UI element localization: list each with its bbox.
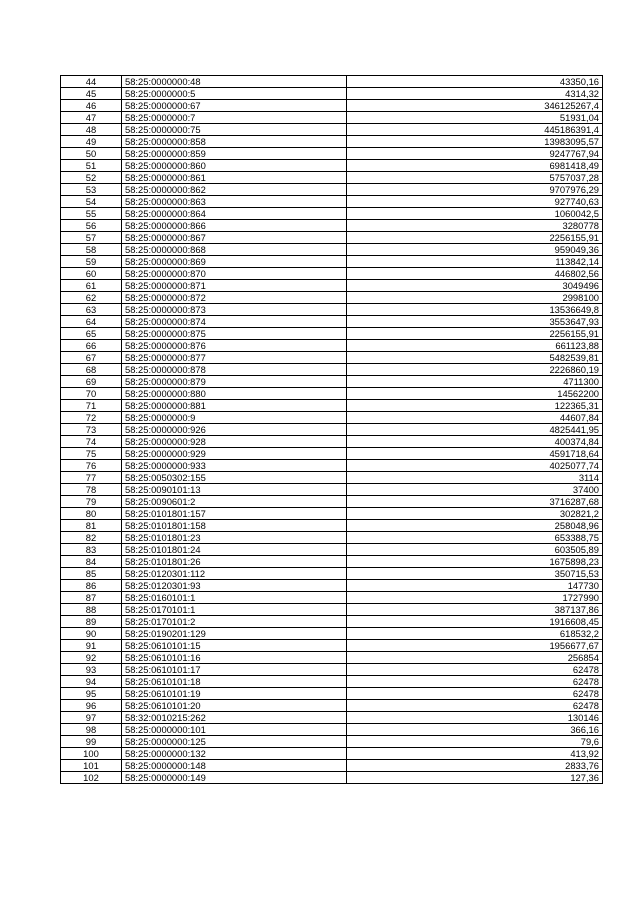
row-number-cell: 59 [61,256,122,268]
row-number-cell: 86 [61,580,122,592]
row-number-cell: 83 [61,544,122,556]
row-number-cell: 53 [61,184,122,196]
table-row [61,616,603,628]
value-cell: 4825441,95 [347,424,603,436]
value-cell: 113842,14 [347,256,603,268]
row-number-cell: 92 [61,652,122,664]
value-cell: 445186391,4 [347,124,603,136]
table-row [61,412,603,424]
cadastral-number-cell: 58:25:0000000:880 [122,388,347,400]
row-number-cell: 96 [61,700,122,712]
row-number-cell: 72 [61,412,122,424]
value-cell: 302821,2 [347,508,603,520]
value-cell: 13983095,57 [347,136,603,148]
table-row [61,436,603,448]
table-row [61,376,603,388]
row-number-cell: 64 [61,316,122,328]
value-cell: 79,6 [347,736,603,748]
table-row [61,124,603,136]
cadastral-number-cell: 58:25:0101801:157 [122,508,347,520]
cadastral-number-cell: 58:25:0610101:17 [122,664,347,676]
cadastral-number-cell: 58:25:0000000:149 [122,772,347,784]
value-cell: 130146 [347,712,603,724]
cadastral-number-cell: 58:25:0000000:869 [122,256,347,268]
value-cell: 661123,88 [347,340,603,352]
cadastral-number-cell: 58:25:0000000:9 [122,412,347,424]
row-number-cell: 44 [61,76,122,88]
table-row [61,760,603,772]
cadastral-number-cell: 58:25:0610101:20 [122,700,347,712]
row-number-cell: 55 [61,208,122,220]
cadastral-number-cell: 58:25:0120301:112 [122,568,347,580]
cadastral-number-cell: 58:25:0000000:881 [122,400,347,412]
value-cell: 446802,56 [347,268,603,280]
table-row [61,304,603,316]
row-number-cell: 102 [61,772,122,784]
table-row [61,220,603,232]
cadastral-number-cell: 58:25:0000000:868 [122,244,347,256]
row-number-cell: 84 [61,556,122,568]
row-number-cell: 100 [61,748,122,760]
table-row [61,172,603,184]
value-cell: 122365,31 [347,400,603,412]
cadastral-number-cell: 58:25:0000000:858 [122,136,347,148]
table-row [61,604,603,616]
cadastral-number-cell: 58:25:0170101:2 [122,616,347,628]
cadastral-number-cell: 58:25:0000000:866 [122,220,347,232]
cadastral-number-cell: 58:25:0000000:864 [122,208,347,220]
cadastral-number-cell: 58:25:0000000:933 [122,460,347,472]
table-row [61,340,603,352]
table-row [61,268,603,280]
row-number-cell: 87 [61,592,122,604]
cadastral-number-cell: 58:25:0000000:875 [122,328,347,340]
value-cell: 400374,84 [347,436,603,448]
table-row [61,448,603,460]
table-row [61,544,603,556]
cadastral-number-cell: 58:25:0610101:18 [122,676,347,688]
row-number-cell: 95 [61,688,122,700]
value-cell: 4591718,64 [347,448,603,460]
row-number-cell: 51 [61,160,122,172]
value-cell: 1727990 [347,592,603,604]
table-row [61,160,603,172]
row-number-cell: 78 [61,484,122,496]
value-cell: 43350,16 [347,76,603,88]
table-row [61,244,603,256]
value-cell: 37400 [347,484,603,496]
table-row [61,496,603,508]
cadastral-number-cell: 58:25:0000000:878 [122,364,347,376]
cadastral-number-cell: 58:25:0090601:2 [122,496,347,508]
table-row [61,232,603,244]
row-number-cell: 77 [61,472,122,484]
cadastral-number-cell: 58:25:0610101:15 [122,640,347,652]
cadastral-number-cell: 58:25:0000000:861 [122,172,347,184]
table-row [61,592,603,604]
cadastral-number-cell: 58:25:0160101:1 [122,592,347,604]
value-cell: 413,92 [347,748,603,760]
value-cell: 14562200 [347,388,603,400]
table-row [61,724,603,736]
cadastral-number-cell: 58:25:0000000:873 [122,304,347,316]
table-row [61,136,603,148]
cadastral-number-cell: 58:25:0000000:879 [122,376,347,388]
row-number-cell: 93 [61,664,122,676]
table-row [61,748,603,760]
table-row [61,652,603,664]
table-row [61,196,603,208]
cadastral-number-cell: 58:25:0000000:863 [122,196,347,208]
row-number-cell: 88 [61,604,122,616]
table-row [61,700,603,712]
cadastral-number-cell: 58:25:0101801:26 [122,556,347,568]
row-number-cell: 71 [61,400,122,412]
row-number-cell: 52 [61,172,122,184]
row-number-cell: 75 [61,448,122,460]
cadastral-number-cell: 58:25:0120301:93 [122,580,347,592]
table-row [61,280,603,292]
row-number-cell: 65 [61,328,122,340]
row-number-cell: 97 [61,712,122,724]
table-row [61,532,603,544]
table-row [61,472,603,484]
row-number-cell: 73 [61,424,122,436]
value-cell: 62478 [347,688,603,700]
cadastral-number-cell: 58:25:0610101:19 [122,688,347,700]
row-number-cell: 79 [61,496,122,508]
row-number-cell: 85 [61,568,122,580]
value-cell: 256854 [347,652,603,664]
cadastral-value-table [60,75,603,784]
table-body [61,76,603,784]
value-cell: 653388,75 [347,532,603,544]
table-row [61,556,603,568]
value-cell: 4025077,74 [347,460,603,472]
table-row [61,676,603,688]
table-row [61,736,603,748]
value-cell: 6981418,49 [347,160,603,172]
cadastral-number-cell: 58:25:0000000:860 [122,160,347,172]
cadastral-number-cell: 58:25:0000000:75 [122,124,347,136]
row-number-cell: 49 [61,136,122,148]
value-cell: 927740,63 [347,196,603,208]
value-cell: 2256155,91 [347,328,603,340]
row-number-cell: 45 [61,88,122,100]
value-cell: 2256155,91 [347,232,603,244]
value-cell: 346125267,4 [347,100,603,112]
value-cell: 4711300 [347,376,603,388]
value-cell: 366,16 [347,724,603,736]
value-cell: 2226860,19 [347,364,603,376]
cadastral-number-cell: 58:25:0000000:871 [122,280,347,292]
value-cell: 62478 [347,664,603,676]
row-number-cell: 47 [61,112,122,124]
value-cell: 3049496 [347,280,603,292]
cadastral-number-cell: 58:25:0000000:874 [122,316,347,328]
table-row [61,568,603,580]
value-cell: 3553647,93 [347,316,603,328]
cadastral-number-cell: 58:25:0000000:859 [122,148,347,160]
value-cell: 2833,76 [347,760,603,772]
table-row [61,628,603,640]
row-number-cell: 57 [61,232,122,244]
row-number-cell: 74 [61,436,122,448]
row-number-cell: 61 [61,280,122,292]
row-number-cell: 99 [61,736,122,748]
row-number-cell: 68 [61,364,122,376]
table-row [61,316,603,328]
cadastral-number-cell: 58:25:0000000:926 [122,424,347,436]
row-number-cell: 98 [61,724,122,736]
row-number-cell: 67 [61,352,122,364]
table-row [61,664,603,676]
value-cell: 5757037,28 [347,172,603,184]
table-row [61,148,603,160]
value-cell: 13536649,8 [347,304,603,316]
row-number-cell: 82 [61,532,122,544]
value-cell: 4314,32 [347,88,603,100]
value-cell: 1956677,67 [347,640,603,652]
cadastral-number-cell: 58:25:0000000:148 [122,760,347,772]
table-row [61,388,603,400]
cadastral-number-cell: 58:25:0000000:125 [122,736,347,748]
row-number-cell: 48 [61,124,122,136]
cadastral-number-cell: 58:25:0050302:155 [122,472,347,484]
row-number-cell: 54 [61,196,122,208]
row-number-cell: 94 [61,676,122,688]
table-row [61,688,603,700]
row-number-cell: 91 [61,640,122,652]
row-number-cell: 80 [61,508,122,520]
cadastral-number-cell: 58:25:0190201:129 [122,628,347,640]
value-cell: 959049,36 [347,244,603,256]
cadastral-number-cell: 58:25:0000000:862 [122,184,347,196]
table-row [61,520,603,532]
row-number-cell: 101 [61,760,122,772]
table-row [61,292,603,304]
cadastral-number-cell: 58:32:0010215:262 [122,712,347,724]
cadastral-number-cell: 58:25:0101801:24 [122,544,347,556]
row-number-cell: 66 [61,340,122,352]
cadastral-number-cell: 58:25:0000000:877 [122,352,347,364]
cadastral-number-cell: 58:25:0000000:867 [122,232,347,244]
value-cell: 147730 [347,580,603,592]
row-number-cell: 89 [61,616,122,628]
value-cell: 62478 [347,700,603,712]
row-number-cell: 69 [61,376,122,388]
value-cell: 1916608,45 [347,616,603,628]
cadastral-number-cell: 58:25:0000000:101 [122,724,347,736]
row-number-cell: 70 [61,388,122,400]
cadastral-number-cell: 58:25:0000000:876 [122,340,347,352]
value-cell: 258048,96 [347,520,603,532]
cadastral-number-cell: 58:25:0610101:16 [122,652,347,664]
cadastral-number-cell: 58:25:0170101:1 [122,604,347,616]
table-row [61,772,603,784]
row-number-cell: 58 [61,244,122,256]
value-cell: 387137,86 [347,604,603,616]
table-row [61,460,603,472]
value-cell: 5482539,81 [347,352,603,364]
cadastral-number-cell: 58:25:0101801:158 [122,520,347,532]
table-row [61,400,603,412]
row-number-cell: 46 [61,100,122,112]
row-number-cell: 56 [61,220,122,232]
table-row [61,508,603,520]
value-cell: 44607,84 [347,412,603,424]
table-row [61,256,603,268]
table-row [61,484,603,496]
cadastral-number-cell: 58:25:0000000:928 [122,436,347,448]
table-row [61,76,603,88]
table-row [61,88,603,100]
value-cell: 9707976,29 [347,184,603,196]
value-cell: 9247767,94 [347,148,603,160]
table-row [61,580,603,592]
value-cell: 1675898,23 [347,556,603,568]
value-cell: 2998100 [347,292,603,304]
row-number-cell: 50 [61,148,122,160]
row-number-cell: 81 [61,520,122,532]
value-cell: 62478 [347,676,603,688]
table-row [61,184,603,196]
table-row [61,208,603,220]
value-cell: 127,36 [347,772,603,784]
cadastral-number-cell: 58:25:0000000:5 [122,88,347,100]
value-cell: 618532,2 [347,628,603,640]
row-number-cell: 90 [61,628,122,640]
value-cell: 603505,89 [347,544,603,556]
table-row [61,100,603,112]
cadastral-number-cell: 58:25:0000000:67 [122,100,347,112]
table-row [61,424,603,436]
cadastral-number-cell: 58:25:0000000:48 [122,76,347,88]
row-number-cell: 63 [61,304,122,316]
value-cell: 350715,53 [347,568,603,580]
cadastral-number-cell: 58:25:0000000:870 [122,268,347,280]
cadastral-number-cell: 58:25:0000000:132 [122,748,347,760]
value-cell: 3114 [347,472,603,484]
cadastral-number-cell: 58:25:0101801:23 [122,532,347,544]
table-row [61,640,603,652]
value-cell: 3280778 [347,220,603,232]
table-row [61,112,603,124]
row-number-cell: 76 [61,460,122,472]
value-cell: 1060042,5 [347,208,603,220]
table-row [61,712,603,724]
table-row [61,364,603,376]
cadastral-number-cell: 58:25:0000000:929 [122,448,347,460]
value-cell: 3716287,68 [347,496,603,508]
value-cell: 51931,04 [347,112,603,124]
cadastral-number-cell: 58:25:0000000:7 [122,112,347,124]
cadastral-number-cell: 58:25:0000000:872 [122,292,347,304]
table-row [61,352,603,364]
row-number-cell: 62 [61,292,122,304]
row-number-cell: 60 [61,268,122,280]
table-row [61,328,603,340]
cadastral-number-cell: 58:25:0090101:13 [122,484,347,496]
